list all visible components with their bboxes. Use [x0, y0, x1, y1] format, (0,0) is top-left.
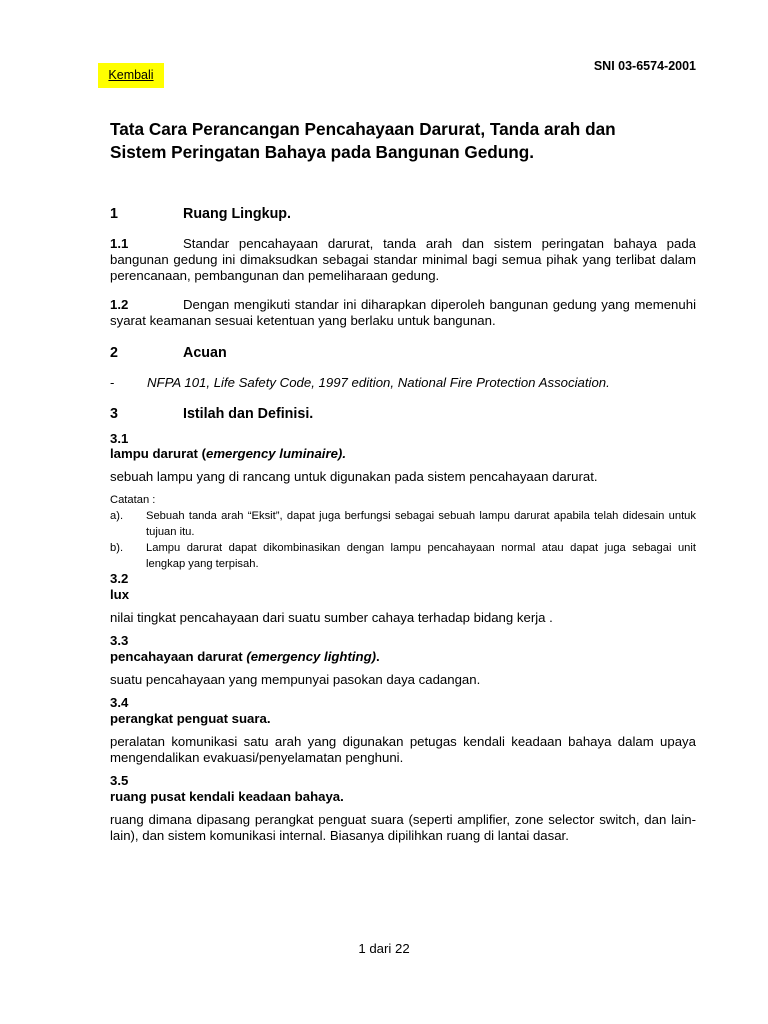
document-number: SNI 03-6574-2001 [593, 59, 696, 73]
section-2-heading [110, 344, 696, 362]
definition-term [110, 446, 696, 462]
definition-number: 3.5 [110, 773, 129, 788]
clause-number: 1.2 [110, 297, 129, 312]
reference-item [110, 375, 696, 391]
definition-text: peralatan komunikasi satu arah yang digunakan petugas kendali keadaan bahaya dalam upaya mengendalikan evakuasi/penyelamatan penghuni. [110, 734, 696, 765]
section-number: 2 [110, 345, 118, 361]
clause-text: Standar pencahayaan darurat, tanda arah dan sistem peringatan bahaya pada bangunan gedung ini dimaksudkan sebagai standar minimal bagi semua pihak yang terlibat dalam perencanaan, pembangunan dan pemeliharaan gedung. [110, 236, 696, 283]
note-label: a). [110, 510, 124, 522]
note-a [110, 508, 696, 540]
back-button[interactable] [98, 63, 164, 88]
notes-label: Catatan : [110, 494, 156, 506]
title-line-1: Tata Cara Perancangan Pencahayaan Darurat, Tanda arah dan [110, 119, 616, 139]
term-text: pencahayaan darurat [110, 649, 247, 664]
section-title: Acuan [183, 345, 227, 361]
definition-text: ruang dimana dipasang perangkat penguat suara (seperti amplifier, zone selector switch, dan lain-lain), dan sistem komunikasi internal. Biasanya dipilihkan ruang di lantai dasar. [110, 812, 696, 843]
definition-text: nilai tingkat pencahayaan dari suatu sumber cahaya terhadap bidang kerja . [110, 610, 553, 625]
paragraph-1-2 [110, 297, 696, 329]
definition-term: ruang pusat kendali keadaan bahaya. [110, 789, 344, 804]
definition-text: sebuah lampu yang di rancang untuk digunakan pada sistem pencahayaan darurat. [110, 469, 598, 484]
paragraph-1-1 [110, 236, 696, 284]
term-english: emergency luminaire). [206, 446, 346, 461]
page-indicator: 1 dari 22 [358, 941, 410, 956]
title-line-2: Sistem Peringatan Bahaya pada Bangunan Gedung. [110, 142, 535, 162]
reference-text: NFPA 101, Life Safety Code, 1997 edition, National Fire Protection Association. [147, 375, 610, 390]
note-b [110, 540, 696, 572]
note-text: Sebuah tanda arah “Eksit”, dapat juga berfungsi sebagai sebuah lampu darurat apabila telah didesain untuk tujuan itu. [146, 510, 696, 538]
term-text: lampu darurat ( [110, 446, 206, 461]
definition-term [110, 649, 696, 665]
definition-term: lux [110, 587, 130, 602]
document-title [110, 118, 700, 164]
clause-number: 1.1 [110, 236, 129, 251]
note-label: b). [110, 542, 124, 554]
section-title: Ruang Lingkup. [183, 206, 292, 222]
list-bullet: - [110, 375, 115, 390]
definition-number: 3.2 [110, 571, 129, 586]
section-number: 3 [110, 406, 118, 422]
note-text: Lampu darurat dapat dikombinasikan dengan lampu pencahayaan normal atau dapat juga sebagai unit lengkap yang terpisah. [146, 542, 696, 570]
definition-term: perangkat penguat suara. [110, 711, 271, 726]
definition-number: 3.4 [110, 695, 129, 710]
section-number: 1 [110, 206, 118, 222]
clause-text: Dengan mengikuti standar ini diharapkan diperoleh bangunan gedung yang memenuhi syarat keamanan sesuai ketentuan yang berlaku untuk bangunan. [110, 297, 696, 328]
back-link[interactable]: Kembali [108, 68, 154, 82]
definition-text: suatu pencahayaan yang mempunyai pasokan daya cadangan. [110, 672, 481, 687]
definition-number: 3.1 [110, 431, 129, 446]
section-title: Istilah dan Definisi. [183, 406, 314, 422]
section-3-heading [110, 405, 696, 423]
definition-number: 3.3 [110, 633, 129, 648]
term-punctuation: . [376, 649, 380, 664]
section-1-heading [110, 205, 696, 223]
term-english: (emergency lighting) [246, 649, 377, 664]
